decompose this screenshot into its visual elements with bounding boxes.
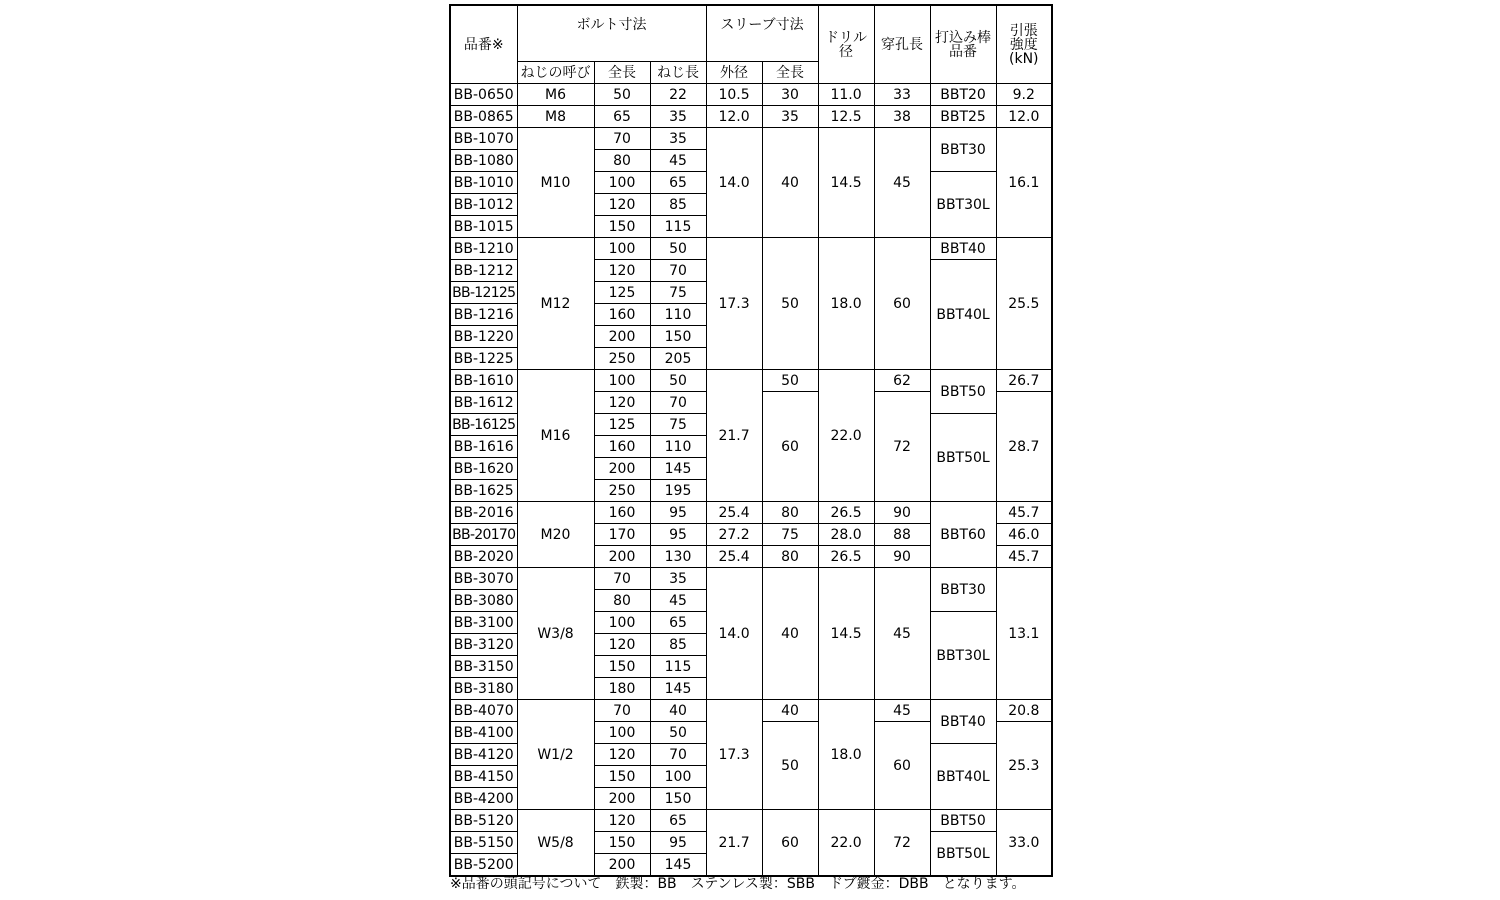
part-number-cell: BB-1210 <box>450 238 517 260</box>
hole-depth-cell: 88 <box>874 524 930 546</box>
thread-nominal-cell: W3/8 <box>517 568 594 700</box>
bolt-length-cell: 160 <box>594 436 650 458</box>
header-drive-rod: 打込み棒 品番 <box>930 5 996 84</box>
tensile-strength-cell: 45.7 <box>996 546 1052 568</box>
header-bolt-length: 全長 <box>594 62 650 84</box>
table-row <box>450 700 1052 722</box>
sleeve-length-cell: 50 <box>762 370 818 392</box>
drive-rod-cell: BBT30L <box>930 612 996 700</box>
bolt-length-cell: 100 <box>594 238 650 260</box>
thread-length-cell: 85 <box>650 194 706 216</box>
part-number-cell: BB-1225 <box>450 348 517 370</box>
drive-rod-cell: BBT50 <box>930 370 996 414</box>
table-header <box>450 5 1052 84</box>
part-number-cell: BB-1010 <box>450 172 517 194</box>
drive-rod-cell: BBT40 <box>930 700 996 744</box>
part-number-cell: BB-12125 <box>450 282 517 304</box>
header-thread-nominal: ねじの呼び <box>517 62 594 84</box>
bolt-length-cell: 150 <box>594 832 650 854</box>
hole-depth-cell: 72 <box>874 392 930 502</box>
thread-length-cell: 22 <box>650 84 706 106</box>
thread-nominal-cell: M12 <box>517 238 594 370</box>
hole-depth-cell: 45 <box>874 700 930 722</box>
part-number-cell: BB-1216 <box>450 304 517 326</box>
thread-length-cell: 50 <box>650 370 706 392</box>
part-number-cell: BB-0865 <box>450 106 517 128</box>
header-sleeve-od: 外径 <box>706 62 762 84</box>
thread-length-cell: 145 <box>650 854 706 877</box>
sleeve-length-cell: 50 <box>762 238 818 370</box>
thread-length-cell: 65 <box>650 172 706 194</box>
bolt-length-cell: 120 <box>594 392 650 414</box>
header-hole-depth: 穿孔長 <box>874 5 930 84</box>
tensile-strength-cell: 46.0 <box>996 524 1052 546</box>
tensile-strength-cell: 26.7 <box>996 370 1052 392</box>
thread-length-cell: 100 <box>650 766 706 788</box>
sleeve-length-cell: 35 <box>762 106 818 128</box>
table-row <box>450 502 1052 524</box>
thread-length-cell: 95 <box>650 502 706 524</box>
table-row <box>450 84 1052 106</box>
header-sleeve-length: 全長 <box>762 62 818 84</box>
table-row <box>450 370 1052 392</box>
part-number-cell: BB-1015 <box>450 216 517 238</box>
drive-rod-cell: BBT50 <box>930 810 996 832</box>
thread-nominal-cell: M8 <box>517 106 594 128</box>
part-number-cell: BB-1612 <box>450 392 517 414</box>
sleeve-od-cell: 12.0 <box>706 106 762 128</box>
table-row <box>450 810 1052 832</box>
drill-diameter-cell: 11.0 <box>818 84 874 106</box>
bolt-length-cell: 70 <box>594 568 650 590</box>
part-number-cell: BB-2016 <box>450 502 517 524</box>
part-number-cell: BB-2020 <box>450 546 517 568</box>
part-number-cell: BB-4070 <box>450 700 517 722</box>
bolt-length-cell: 100 <box>594 722 650 744</box>
bolt-length-cell: 180 <box>594 678 650 700</box>
table-row <box>450 568 1052 590</box>
thread-nominal-cell: W1/2 <box>517 700 594 810</box>
footnote: ※品番の頭記号について 鉄製：BB ステンレス製：SBB ドブ鍍金：DBB となります。 <box>450 876 1026 892</box>
drive-rod-cell: BBT50L <box>930 414 996 502</box>
sleeve-length-cell: 80 <box>762 546 818 568</box>
header-tensile: 引張 強度 (kN) <box>996 5 1052 84</box>
thread-nominal-cell: M16 <box>517 370 594 502</box>
thread-length-cell: 110 <box>650 304 706 326</box>
header-bolt-dims: ボルト寸法 <box>517 5 706 62</box>
tensile-strength-cell: 12.0 <box>996 106 1052 128</box>
bolt-length-cell: 80 <box>594 150 650 172</box>
sleeve-length-cell: 75 <box>762 524 818 546</box>
thread-length-cell: 35 <box>650 128 706 150</box>
sleeve-length-cell: 40 <box>762 568 818 700</box>
sleeve-length-cell: 40 <box>762 128 818 238</box>
hole-depth-cell: 33 <box>874 84 930 106</box>
bolt-length-cell: 150 <box>594 216 650 238</box>
drive-rod-cell: BBT40L <box>930 744 996 810</box>
part-number-cell: BB-1220 <box>450 326 517 348</box>
table-body <box>450 84 1052 877</box>
hole-depth-cell: 72 <box>874 810 930 877</box>
drive-rod-cell: BBT30 <box>930 568 996 612</box>
drill-diameter-cell: 22.0 <box>818 370 874 502</box>
bolt-length-cell: 150 <box>594 656 650 678</box>
bolt-length-cell: 70 <box>594 128 650 150</box>
drill-diameter-cell: 18.0 <box>818 238 874 370</box>
sleeve-od-cell: 14.0 <box>706 128 762 238</box>
hole-depth-cell: 62 <box>874 370 930 392</box>
drill-diameter-cell: 14.5 <box>818 568 874 700</box>
tensile-strength-cell: 33.0 <box>996 810 1052 877</box>
drive-rod-cell: BBT30L <box>930 172 996 238</box>
header-drill-dia: ドリル 径 <box>818 5 874 84</box>
thread-length-cell: 115 <box>650 656 706 678</box>
hole-depth-cell: 90 <box>874 502 930 524</box>
part-number-cell: BB-3150 <box>450 656 517 678</box>
part-number-cell: BB-3180 <box>450 678 517 700</box>
header-thread-length: ねじ長 <box>650 62 706 84</box>
header-part-no: 品番※ <box>450 5 517 84</box>
part-number-cell: BB-1012 <box>450 194 517 216</box>
thread-length-cell: 95 <box>650 524 706 546</box>
thread-length-cell: 95 <box>650 832 706 854</box>
bolt-length-cell: 120 <box>594 810 650 832</box>
part-number-cell: BB-1080 <box>450 150 517 172</box>
anchor-bolt-spec-table <box>449 4 1053 877</box>
drive-rod-cell: BBT40 <box>930 238 996 260</box>
drive-rod-cell: BBT30 <box>930 128 996 172</box>
bolt-length-cell: 125 <box>594 414 650 436</box>
part-number-cell: BB-1620 <box>450 458 517 480</box>
part-number-cell: BB-3070 <box>450 568 517 590</box>
bolt-length-cell: 120 <box>594 260 650 282</box>
thread-length-cell: 40 <box>650 700 706 722</box>
drill-diameter-cell: 28.0 <box>818 524 874 546</box>
drill-diameter-cell: 22.0 <box>818 810 874 877</box>
sleeve-od-cell: 17.3 <box>706 238 762 370</box>
sleeve-od-cell: 25.4 <box>706 546 762 568</box>
table-row <box>450 128 1052 150</box>
thread-length-cell: 130 <box>650 546 706 568</box>
part-number-cell: BB-5120 <box>450 810 517 832</box>
thread-nominal-cell: M6 <box>517 84 594 106</box>
drill-diameter-cell: 26.5 <box>818 546 874 568</box>
part-number-cell: BB-1070 <box>450 128 517 150</box>
thread-length-cell: 75 <box>650 282 706 304</box>
tensile-strength-cell: 9.2 <box>996 84 1052 106</box>
part-number-cell: BB-3100 <box>450 612 517 634</box>
thread-length-cell: 70 <box>650 744 706 766</box>
drive-rod-cell: BBT50L <box>930 832 996 877</box>
bolt-length-cell: 250 <box>594 480 650 502</box>
bolt-length-cell: 70 <box>594 700 650 722</box>
header-sleeve-dims: スリーブ寸法 <box>706 5 818 62</box>
bolt-length-cell: 200 <box>594 326 650 348</box>
sleeve-od-cell: 27.2 <box>706 524 762 546</box>
sleeve-od-cell: 21.7 <box>706 370 762 502</box>
sleeve-length-cell: 80 <box>762 502 818 524</box>
bolt-length-cell: 150 <box>594 766 650 788</box>
bolt-length-cell: 80 <box>594 590 650 612</box>
thread-length-cell: 195 <box>650 480 706 502</box>
sleeve-length-cell: 50 <box>762 722 818 810</box>
part-number-cell: BB-3120 <box>450 634 517 656</box>
part-number-cell: BB-1616 <box>450 436 517 458</box>
hole-depth-cell: 45 <box>874 568 930 700</box>
part-number-cell: BB-5200 <box>450 854 517 877</box>
drill-diameter-cell: 14.5 <box>818 128 874 238</box>
bolt-length-cell: 200 <box>594 546 650 568</box>
thread-length-cell: 50 <box>650 238 706 260</box>
bolt-length-cell: 170 <box>594 524 650 546</box>
bolt-length-cell: 120 <box>594 194 650 216</box>
thread-length-cell: 70 <box>650 392 706 414</box>
bolt-length-cell: 100 <box>594 172 650 194</box>
thread-nominal-cell: M10 <box>517 128 594 238</box>
thread-length-cell: 65 <box>650 612 706 634</box>
sleeve-length-cell: 40 <box>762 700 818 722</box>
hole-depth-cell: 60 <box>874 238 930 370</box>
bolt-length-cell: 100 <box>594 612 650 634</box>
sleeve-od-cell: 10.5 <box>706 84 762 106</box>
tensile-strength-cell: 16.1 <box>996 128 1052 238</box>
tensile-strength-cell: 13.1 <box>996 568 1052 700</box>
part-number-cell: BB-4120 <box>450 744 517 766</box>
thread-length-cell: 75 <box>650 414 706 436</box>
hole-depth-cell: 45 <box>874 128 930 238</box>
sleeve-length-cell: 30 <box>762 84 818 106</box>
part-number-cell: BB-1212 <box>450 260 517 282</box>
part-number-cell: BB-3080 <box>450 590 517 612</box>
bolt-length-cell: 50 <box>594 84 650 106</box>
part-number-cell: BB-4200 <box>450 788 517 810</box>
thread-length-cell: 150 <box>650 788 706 810</box>
thread-length-cell: 45 <box>650 590 706 612</box>
part-number-cell: BB-1625 <box>450 480 517 502</box>
thread-nominal-cell: M20 <box>517 502 594 568</box>
drive-rod-cell: BBT60 <box>930 502 996 568</box>
tensile-strength-cell: 45.7 <box>996 502 1052 524</box>
thread-length-cell: 145 <box>650 458 706 480</box>
thread-length-cell: 110 <box>650 436 706 458</box>
part-number-cell: BB-5150 <box>450 832 517 854</box>
part-number-cell: BB-20170 <box>450 524 517 546</box>
thread-length-cell: 45 <box>650 150 706 172</box>
sleeve-length-cell: 60 <box>762 810 818 877</box>
bolt-length-cell: 125 <box>594 282 650 304</box>
drive-rod-cell: BBT25 <box>930 106 996 128</box>
sleeve-od-cell: 14.0 <box>706 568 762 700</box>
thread-length-cell: 205 <box>650 348 706 370</box>
sleeve-length-cell: 60 <box>762 392 818 502</box>
thread-length-cell: 35 <box>650 568 706 590</box>
thread-length-cell: 145 <box>650 678 706 700</box>
bolt-length-cell: 200 <box>594 854 650 877</box>
drill-diameter-cell: 26.5 <box>818 502 874 524</box>
thread-length-cell: 150 <box>650 326 706 348</box>
bolt-length-cell: 200 <box>594 458 650 480</box>
bolt-length-cell: 120 <box>594 744 650 766</box>
tensile-strength-cell: 25.3 <box>996 722 1052 810</box>
bolt-length-cell: 250 <box>594 348 650 370</box>
part-number-cell: BB-16125 <box>450 414 517 436</box>
bolt-length-cell: 100 <box>594 370 650 392</box>
table-row <box>450 106 1052 128</box>
hole-depth-cell: 90 <box>874 546 930 568</box>
tensile-strength-cell: 25.5 <box>996 238 1052 370</box>
tensile-strength-cell: 28.7 <box>996 392 1052 502</box>
table-row <box>450 238 1052 260</box>
drive-rod-cell: BBT40L <box>930 260 996 370</box>
part-number-cell: BB-4100 <box>450 722 517 744</box>
hole-depth-cell: 60 <box>874 722 930 810</box>
thread-length-cell: 70 <box>650 260 706 282</box>
bolt-length-cell: 160 <box>594 502 650 524</box>
thread-length-cell: 85 <box>650 634 706 656</box>
thread-length-cell: 50 <box>650 722 706 744</box>
drive-rod-cell: BBT20 <box>930 84 996 106</box>
bolt-length-cell: 120 <box>594 634 650 656</box>
hole-depth-cell: 38 <box>874 106 930 128</box>
thread-length-cell: 35 <box>650 106 706 128</box>
part-number-cell: BB-0650 <box>450 84 517 106</box>
drill-diameter-cell: 18.0 <box>818 700 874 810</box>
thread-nominal-cell: W5/8 <box>517 810 594 877</box>
sleeve-od-cell: 21.7 <box>706 810 762 877</box>
thread-length-cell: 115 <box>650 216 706 238</box>
bolt-length-cell: 200 <box>594 788 650 810</box>
bolt-length-cell: 160 <box>594 304 650 326</box>
part-number-cell: BB-1610 <box>450 370 517 392</box>
sleeve-od-cell: 25.4 <box>706 502 762 524</box>
bolt-length-cell: 65 <box>594 106 650 128</box>
sleeve-od-cell: 17.3 <box>706 700 762 810</box>
thread-length-cell: 65 <box>650 810 706 832</box>
drill-diameter-cell: 12.5 <box>818 106 874 128</box>
tensile-strength-cell: 20.8 <box>996 700 1052 722</box>
part-number-cell: BB-4150 <box>450 766 517 788</box>
